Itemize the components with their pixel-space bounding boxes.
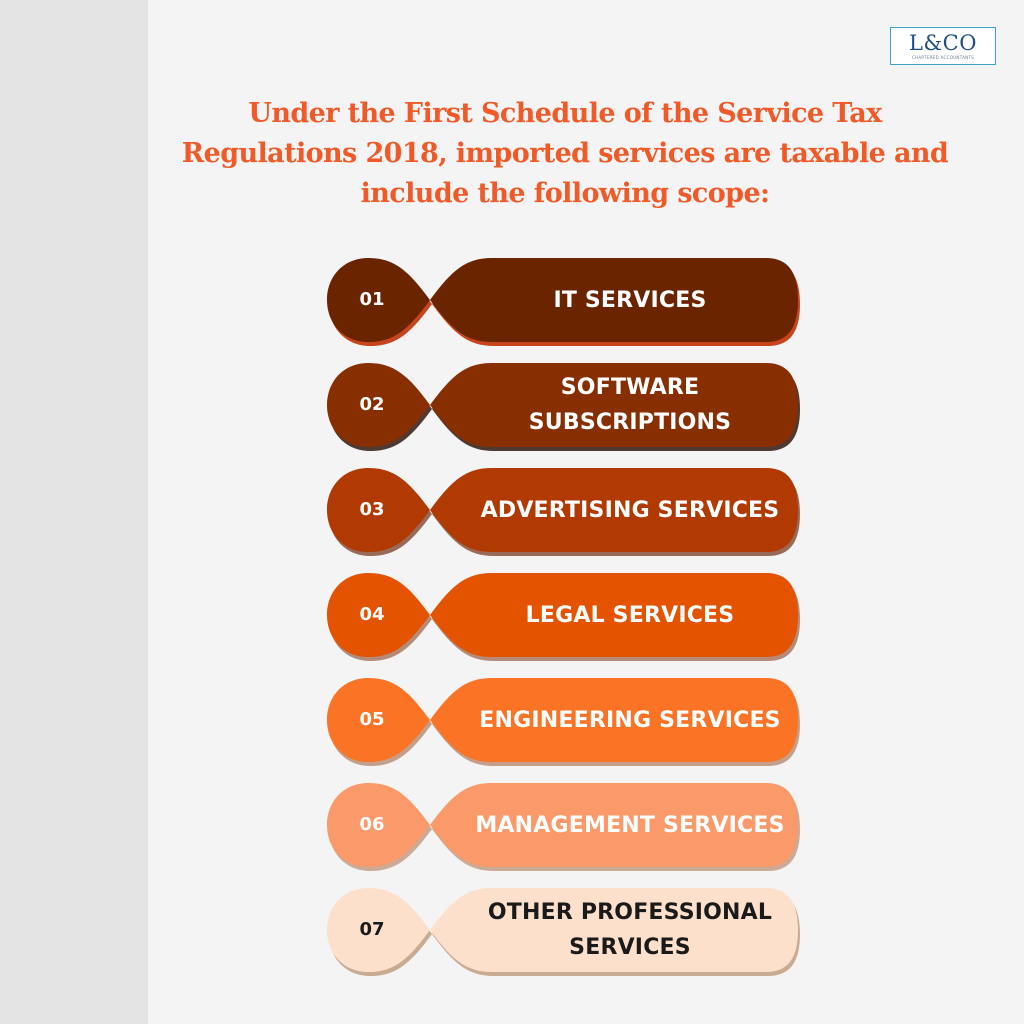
- service-item-number: 01: [359, 289, 385, 310]
- service-item-label: IT SERVICES: [553, 287, 707, 313]
- service-item: [324, 256, 804, 348]
- logo-text: L&CO: [909, 31, 977, 55]
- service-item: [324, 466, 804, 558]
- service-item: [324, 781, 804, 873]
- service-item-label: OTHER PROFESSIONAL SERVICES: [487, 900, 773, 960]
- service-item-number: 04: [359, 604, 385, 625]
- service-item-label: ADVERTISING SERVICES: [480, 497, 780, 523]
- service-item-number: 02: [359, 394, 385, 415]
- logo-tagline: CHARTERED ACCOUNTANTS: [911, 55, 975, 60]
- service-item-number: 03: [359, 499, 385, 520]
- service-item-number: 07: [359, 919, 385, 940]
- service-item-label: LEGAL SERVICES: [525, 602, 735, 628]
- service-item-label: SOFTWARE SUBSCRIPTIONS: [528, 375, 732, 435]
- service-item-label: MANAGEMENT SERVICES: [475, 812, 785, 838]
- service-item: [324, 886, 804, 978]
- service-item: [324, 676, 804, 768]
- page-heading: Under the First Schedule of the Service Tax Regulations 2018, imported services are taxable and include the following scope:: [181, 98, 949, 209]
- service-item-label: ENGINEERING SERVICES: [479, 707, 781, 733]
- service-item: [324, 361, 804, 453]
- service-item-number: 05: [359, 709, 385, 730]
- service-item-number: 06: [359, 814, 385, 835]
- service-item: [324, 571, 804, 663]
